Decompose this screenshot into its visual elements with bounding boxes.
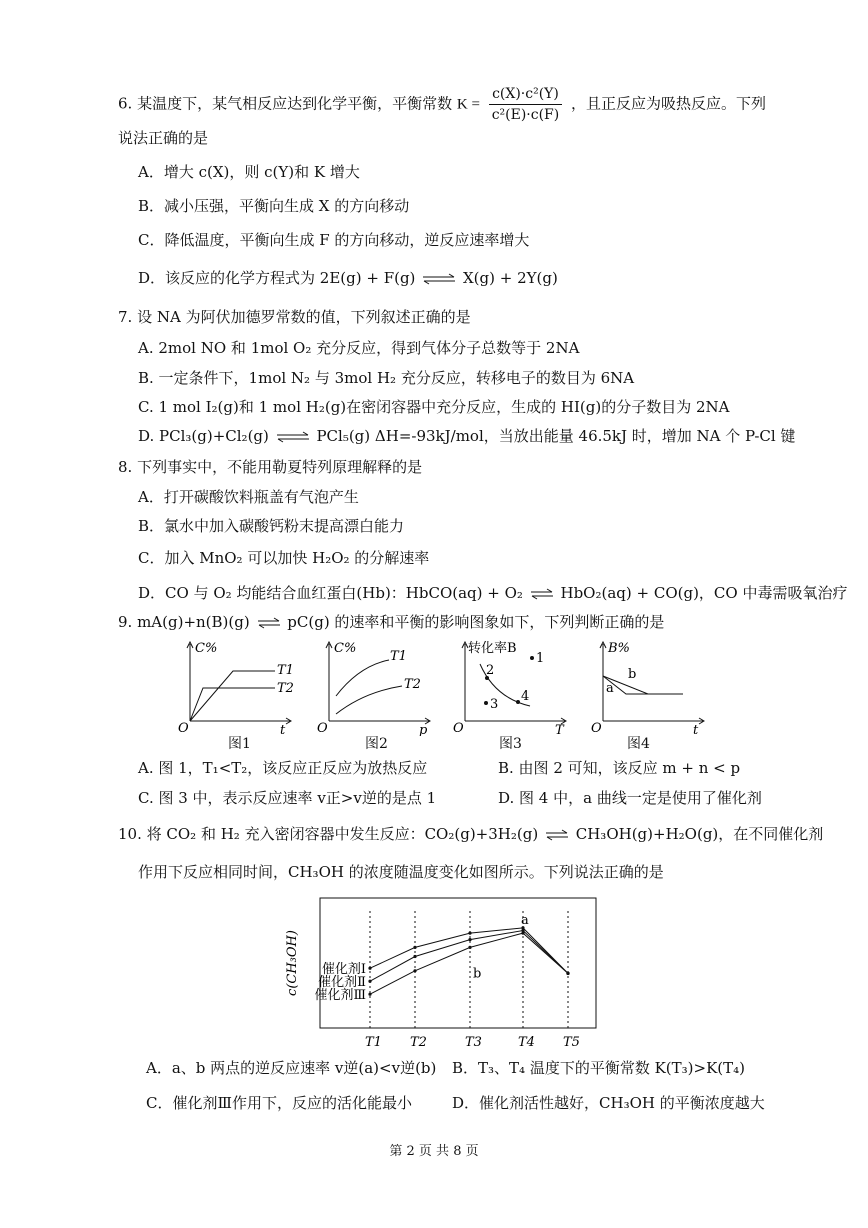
legend-label-3: 催化剂Ⅲ	[314, 988, 366, 1004]
k-denominator: c²(E)·c(F)	[491, 107, 560, 123]
x-tick-t5: T5	[563, 1035, 580, 1050]
q10-stem-line2: 作用下反应相同时间，CH₃OH 的浓度随温度变化如图所示。下列说法正确的是	[138, 863, 664, 881]
x-tick-t4: T4	[518, 1035, 535, 1050]
fig4-caption: 图4	[627, 736, 650, 752]
fig2-label-t2: T2	[404, 677, 421, 692]
q6-option-a: A．增大 c(X)，则 c(Y)和 K 增大	[138, 163, 360, 181]
q9-option-d: D. 图 4 中，a 曲线一定是使用了催化剂	[498, 789, 762, 807]
equilibrium-arrow-icon	[530, 588, 554, 600]
q10-option-a: A．a、b 两点的逆反应速率 v逆(a)<v逆(b)	[146, 1059, 437, 1077]
series-line-1	[370, 928, 568, 974]
q9-stem-left: 9. mA(g)+n(B)(g)	[118, 613, 250, 631]
q7-option-c: C. 1 mol I₂(g)和 1 mol H₂(g)在密闭容器中充分反应，生成的 HI(g)的分子数目为 2NA	[138, 398, 730, 416]
q8-option-d	[138, 583, 847, 603]
fig4-label-b: b	[628, 667, 637, 682]
fig1-caption: 图1	[228, 736, 251, 752]
fig3-caption: 图3	[499, 736, 522, 752]
q8-option-d-left: D．CO 与 O₂ 均能结合血红蛋白(Hb)：HbCO(aq) + O₂	[138, 584, 523, 602]
q6-stem: 6. 某温度下，某气相反应达到化学平衡，平衡常数 K = $\frac{\text{c(X)·c²(Y)}}{\text{c²(E)·c(F)}}$ ，且正反应为吸热反应。下列	[118, 86, 767, 123]
chart-ylabel: c(CH₃OH)	[285, 930, 300, 996]
series-3-point-1	[368, 993, 371, 996]
equilibrium-arrow-icon	[257, 617, 281, 629]
equilibrium-arrow-icon	[545, 829, 569, 841]
q10-stem-right: CH₃OH(g)+H₂O(g)，在不同催化剂	[575, 825, 824, 843]
fig3-label-1: 1	[536, 651, 545, 666]
page-footer: 第 2 页 共 8 页	[389, 1144, 479, 1159]
q7-option-d	[138, 426, 795, 446]
x-tick-t1: T1	[365, 1035, 382, 1050]
x-tick-t3: T3	[465, 1035, 482, 1050]
q7-stem: 7. 设 NA 为阿伏加德罗常数的值，下列叙述正确的是	[118, 308, 471, 326]
fig3-label-3: 3	[490, 697, 499, 712]
series-2-point-2	[413, 955, 416, 958]
fig2-caption: 图2	[365, 736, 388, 752]
fig1-label-t1: T1	[277, 663, 294, 678]
series-1-point-2	[413, 946, 416, 949]
x-tick-t2: T2	[410, 1035, 427, 1050]
fig3-ylabel: 转化率B	[468, 641, 517, 656]
q9-stem	[118, 612, 664, 632]
fig3-origin: O	[453, 721, 464, 736]
equilibrium-arrow-icon	[422, 273, 456, 285]
fig1-label-t2: T2	[277, 681, 294, 696]
q8-stem: 8. 下列事实中，不能用勒夏特列原理解释的是	[118, 458, 423, 476]
fig3-label-4: 4	[521, 689, 530, 704]
q7-option-d-left: D. PCl₃(g)+Cl₂(g)	[138, 427, 269, 445]
q9-option-c: C. 图 3 中，表示反应速率 v正>v逆的是点 1	[138, 789, 437, 807]
fig1-ylabel: C%	[195, 641, 218, 656]
q10-option-b: B．T₃、T₄ 温度下的平衡常数 K(T₃)>K(T₄)	[452, 1059, 746, 1077]
q10-stem	[118, 824, 823, 844]
fig3-point-4	[516, 700, 520, 704]
fig1-origin: O	[178, 721, 189, 736]
q10-option-d: D．催化剂活性越好，CH₃OH 的平衡浓度越大	[452, 1094, 765, 1112]
figure-2	[314, 636, 439, 736]
series-2-point-3	[468, 938, 471, 941]
q8-option-c: C．加入 MnO₂ 可以加快 H₂O₂ 的分解速率	[138, 549, 430, 567]
q8-option-d-right: HbO₂(aq) + CO(g)，CO 中毒需吸氧治疗	[560, 584, 848, 602]
series-3-point-3	[468, 946, 471, 949]
fig2-origin: O	[317, 721, 328, 736]
series-line-2	[370, 931, 568, 982]
q6-option-d-right: X(g) + 2Y(g)	[462, 269, 558, 287]
series-1-point-1	[368, 967, 371, 970]
q9-option-a: A. 图 1，T₁<T₂，该反应正反应为放热反应	[138, 759, 428, 777]
series-1-point-3	[468, 932, 471, 935]
q6-option-d	[138, 268, 558, 288]
figure-1	[175, 636, 300, 736]
q8-option-b: B．氯水中加入碳酸钙粉末提高漂白能力	[138, 517, 405, 535]
q6-option-c: C．降低温度，平衡向生成 F 的方向移动，逆反应速率增大	[138, 231, 530, 249]
fig1-xlabel: t	[280, 723, 286, 736]
q8-option-a: A．打开碳酸饮料瓶盖有气泡产生	[138, 488, 359, 506]
q10-stem-left: 10. 将 CO₂ 和 H₂ 充入密闭容器中发生反应：CO₂(g)+3H₂(g)	[118, 825, 539, 843]
series-3-point-2	[413, 969, 416, 972]
series-3-point-4	[521, 932, 524, 935]
annotation-b: b	[473, 966, 482, 982]
series-3-point-5	[566, 972, 569, 975]
fig3-xlabel: T	[555, 723, 564, 736]
q6-stem-text-b: ，且正反应为吸热反应。下列	[571, 94, 767, 113]
q7-option-a: A. 2mol NO 和 1mol O₂ 充分反应，得到气体分子总数等于 2NA	[138, 339, 580, 357]
fig1-curve-t1	[190, 671, 275, 721]
figure-3	[450, 636, 575, 736]
q6-option-d-left: D．该反应的化学方程式为 2E(g) + F(g)	[138, 269, 416, 287]
annotation-a: a	[521, 912, 529, 928]
fig4-origin: O	[591, 721, 602, 736]
q7-option-d-right: PCl₅(g) ΔH=-93kJ/mol，当放出能量 46.5kJ 时，增加 NA 个 P-Cl 键	[316, 427, 796, 445]
q9-option-b: B. 由图 2 可知，该反应 m + n < p	[498, 759, 741, 777]
fig1-curve-t2	[190, 688, 275, 721]
equilibrium-arrow-icon	[276, 431, 310, 443]
fig4-label-a: a	[606, 681, 614, 696]
fig3-label-2: 2	[486, 663, 495, 678]
q10-option-c: C．催化剂Ⅲ作用下，反应的活化能最小	[146, 1094, 412, 1112]
fig2-xlabel: p	[419, 723, 428, 736]
q6-stem-line2: 说法正确的是	[118, 129, 209, 147]
fig4-ylabel: B%	[608, 641, 630, 656]
fig2-label-t1: T1	[390, 649, 407, 664]
k-numerator: c(X)·c²(Y)	[489, 84, 563, 105]
q7-option-b: B. 一定条件下，1mol N₂ 与 3mol H₂ 充分反应，转移电子的数目为 6NA	[138, 369, 635, 387]
fig3-point-1	[530, 656, 534, 660]
series-2-point-1	[368, 980, 371, 983]
q6-stem-text: 6. 某温度下，某气相反应达到化学平衡，平衡常数	[118, 94, 453, 113]
fig3-point-3	[484, 701, 488, 705]
equilibrium-constant-fraction	[489, 84, 563, 125]
fig2-ylabel: C%	[334, 641, 357, 656]
figure-4	[588, 636, 713, 736]
legend-label-2: 催化剂Ⅱ	[318, 975, 366, 991]
legend-label-1: 催化剂Ⅰ	[321, 962, 366, 978]
q9-stem-right: pC(g) 的速率和平衡的影响图象如下，下列判断正确的是	[287, 613, 665, 631]
q6-option-b: B．减小压强，平衡向生成 X 的方向移动	[138, 197, 410, 215]
ch3oh-concentration-chart	[280, 890, 600, 1050]
fig2-curve-t2	[336, 686, 402, 714]
series-line-3	[370, 933, 568, 994]
fig4-xlabel: t	[693, 723, 699, 736]
